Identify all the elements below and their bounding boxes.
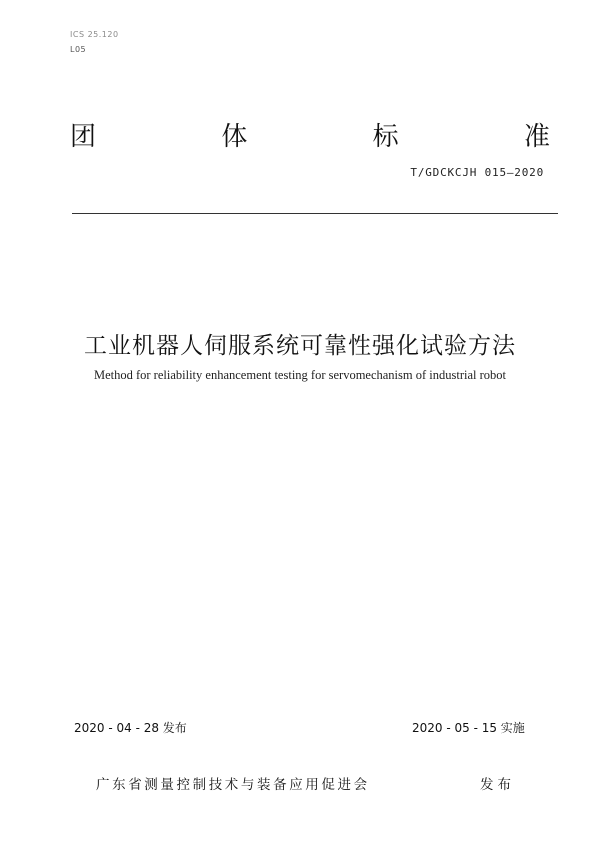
title-english: Method for reliability enhancement testing for servomechanism of industrial robot [93, 368, 507, 382]
publisher-name: 广东省测量控制技术与装备应用促进会 [96, 777, 370, 793]
ics-code: ICS 25.120 [70, 30, 119, 39]
standard-type-char: 体 [221, 122, 248, 152]
ccs-code: L05 [70, 45, 87, 54]
standard-type-heading [70, 116, 550, 153]
standard-type-char: 准 [523, 122, 550, 152]
title-chinese: 工业机器人伺服系统可靠性强化试验方法 [84, 333, 516, 359]
header-divider [72, 213, 558, 214]
publish-label: 发布 [480, 777, 515, 793]
standard-type-char: 团 [70, 122, 97, 152]
issue-date: 2020 - 04 - 28 发布 [74, 721, 187, 735]
implementation-date: 2020 - 05 - 15 实施 [412, 721, 525, 735]
standard-number: T/GDCKCJH 015—2020 [410, 166, 544, 179]
standard-type-char: 标 [372, 122, 399, 152]
